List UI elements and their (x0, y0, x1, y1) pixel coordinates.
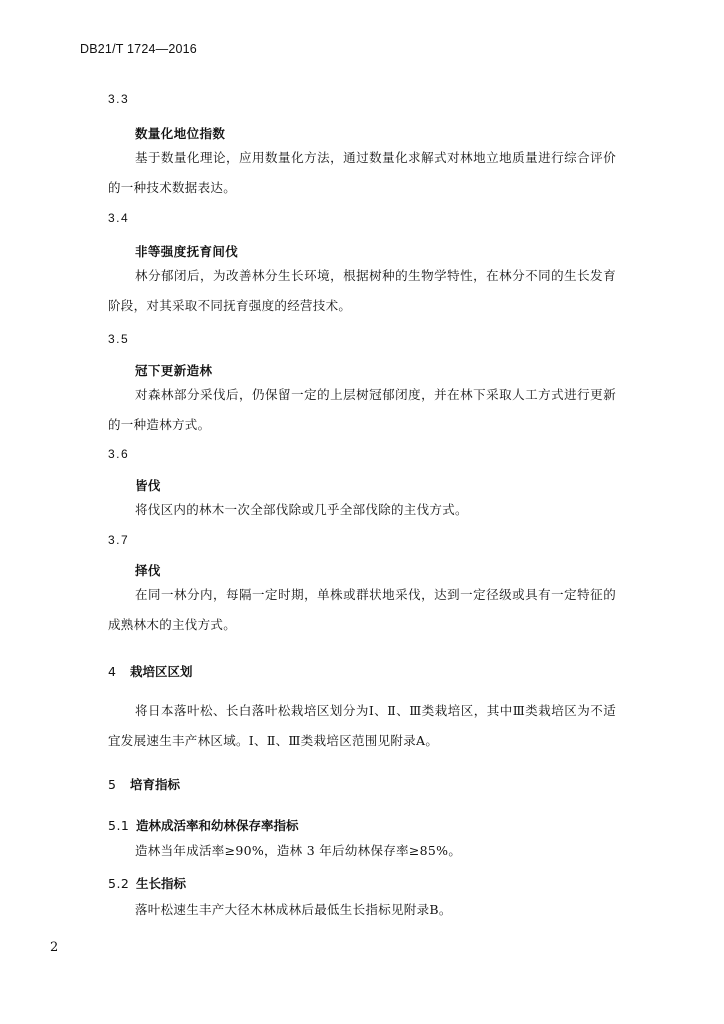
subsection-title: 造林成活率和幼林保存率指标 (136, 818, 299, 833)
subsection-number: 5.1 (108, 818, 130, 833)
section-5-heading (108, 775, 180, 793)
term-title: 数量化地位指数 (135, 126, 226, 141)
term-number: 3.3 (108, 92, 130, 106)
subsection-5-2-heading (108, 874, 186, 892)
term-definition: 将伐区内的林木一次全部伐除或几乎全部伐除的主伐方式。 (135, 502, 468, 517)
term-title: 非等强度抚育间伐 (135, 244, 239, 259)
term-number: 3.5 (108, 332, 130, 346)
section-title: 培育指标 (130, 777, 181, 792)
term-title: 皆伐 (135, 478, 161, 493)
term-number: 3.6 (108, 447, 130, 461)
term-definition: 对森林部分采伐后，仍保留一定的上层树冠郁闭度，并在林下采取人工方式进行更新的一种造林方式。 (108, 387, 616, 432)
section-number: 5 (108, 777, 116, 792)
subsection-title: 生长指标 (136, 876, 187, 891)
section-4-heading (108, 662, 193, 680)
subsection-number: 5.2 (108, 876, 130, 891)
term-number: 3.4 (108, 211, 130, 225)
subsection-5-1-paragraph: 造林当年成活率≥90%，造林 3 年后幼林保存率≥85%。 (135, 843, 462, 858)
term-definition: 林分郁闭后，为改善林分生长环境，根据树种的生物学特性，在林分不同的生长发育阶段，对其采取不同抚育强度的经营技术。 (108, 268, 616, 313)
document-code-header: DB21/T 1724—2016 (80, 42, 197, 56)
section-title: 栽培区区划 (130, 664, 193, 679)
subsection-5-2-paragraph: 落叶松速生丰产大径木林成林后最低生长指标见附录B。 (135, 902, 452, 917)
page-number: 2 (50, 940, 59, 955)
section-4-paragraph: 将日本落叶松、长白落叶松栽培区划分为Ⅰ、Ⅱ、Ⅲ类栽培区，其中Ⅲ类栽培区为不适宜发展速生丰产林区域。Ⅰ、Ⅱ、Ⅲ类栽培区范围见附录A。 (108, 703, 616, 748)
section-number: 4 (108, 664, 116, 679)
term-title: 冠下更新造林 (135, 363, 213, 378)
subsection-5-1-heading (108, 816, 299, 834)
term-title: 择伐 (135, 563, 161, 578)
term-definition: 基于数量化理论，应用数量化方法，通过数量化求解式对林地立地质量进行综合评价的一种技术数据表达。 (108, 150, 616, 195)
term-number: 3.7 (108, 533, 130, 547)
term-definition: 在同一林分内，每隔一定时期，单株或群状地采伐，达到一定径级或具有一定特征的成熟林木的主伐方式。 (108, 587, 616, 632)
